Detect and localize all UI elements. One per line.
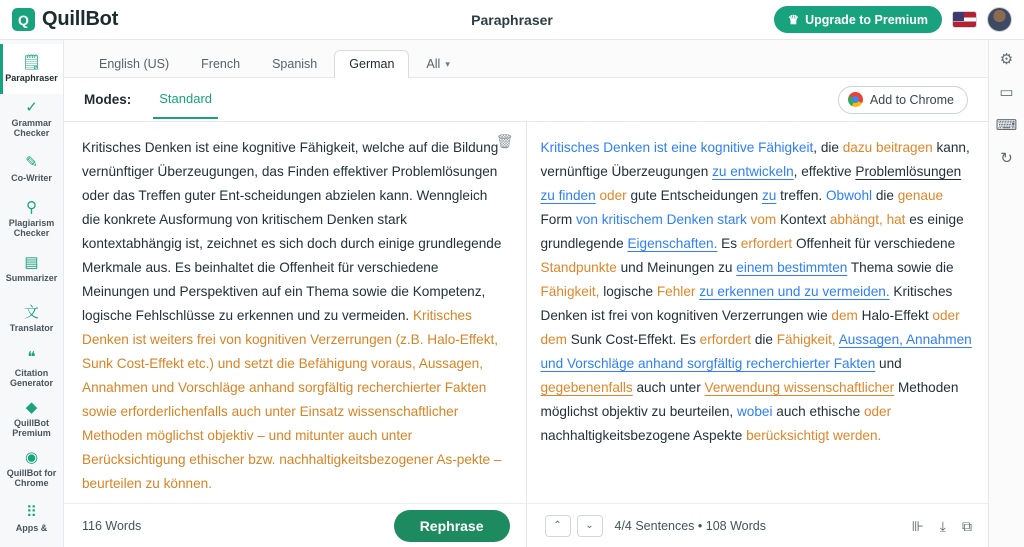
output-token: Form <box>540 212 576 227</box>
editor-panes <box>64 122 988 547</box>
output-token: Obwohl <box>825 188 873 203</box>
output-token: Thema sowie die <box>847 260 954 275</box>
sidebar-item-label: Apps & <box>15 522 48 533</box>
output-pane <box>527 122 989 547</box>
output-token: einem bestimmten <box>736 260 848 275</box>
chrome-icon: ◉ <box>24 448 39 466</box>
output-token: es einige grundlegende <box>540 212 964 251</box>
download-icon[interactable]: ⤓ <box>939 517 946 534</box>
sidebar-item-label: Summarizer <box>5 272 58 283</box>
feedback-icon[interactable]: ▭ <box>999 84 1014 101</box>
next-sentence-button[interactable]: ⌄ <box>577 515 603 537</box>
add-to-chrome-label: Add to Chrome <box>869 92 954 107</box>
output-token: logische <box>599 284 657 299</box>
compare-icon[interactable]: ⊪ <box>911 517 924 534</box>
sidebar-item-label: Citation Generator <box>9 367 53 388</box>
chrome-icon <box>848 92 863 107</box>
output-token: Kritisches Denken ist eine kognitive Fähigkeit <box>540 140 814 155</box>
output-token: Standpunkte <box>540 260 617 275</box>
sidebar-item-label: Paraphraser <box>5 72 58 83</box>
output-token: genaue <box>897 188 944 203</box>
app-body <box>0 40 1024 547</box>
output-token: , effektive <box>793 164 856 179</box>
upgrade-to-premium-button[interactable] <box>774 6 942 33</box>
output-token: oder <box>599 188 627 203</box>
output-token: gute Entscheidungen <box>626 188 762 203</box>
output-token: abhängt, hat <box>829 212 906 227</box>
output-footer <box>527 503 989 547</box>
tab-all-languages[interactable] <box>411 50 464 78</box>
output-token: oder <box>863 404 892 419</box>
input-text-area[interactable] <box>64 122 526 503</box>
sidebar-item-label: QuillBot Premium <box>12 417 51 438</box>
modes-label: Modes: <box>84 92 132 107</box>
sidebar-item-label: Grammar Checker <box>11 117 52 138</box>
premium-diamond-icon: ◆ <box>25 398 38 416</box>
sidebar-item-translator[interactable] <box>0 294 63 344</box>
output-token: berücksichtigt werden. <box>746 428 882 443</box>
output-token: kann, vernünftige Überzeugungen <box>540 140 970 179</box>
output-token: Verwendung wissenschaftlicher <box>704 380 895 395</box>
sidebar-item-apps[interactable] <box>0 494 63 544</box>
output-token: und Meinungen zu <box>616 260 737 275</box>
grammar-check-icon: ✓ <box>25 98 38 116</box>
settings-icon[interactable]: ⚙ <box>999 51 1014 68</box>
output-token: Kritisches Denken ist frei von kognitiven Verzerrungen wie <box>540 284 953 323</box>
output-token: auch unter <box>632 380 705 395</box>
output-token: die <box>872 188 898 203</box>
tab-spanish[interactable]: Spanish <box>272 57 318 71</box>
input-text-plain: Kritisches Denken ist eine kognitive Fähigkeit, welche auf die Bildung vernünftiger Überzeugungen, das Finden effektiver Problemlösungen oder das Treffen guter Ent-scheidungen abzielen kann. Wenngleich die konkrete Ausformung von kritischem Denken stark kontextabhängig ist, zeichnet es sich doch durch einige grundlegende Merkmale aus. Es beinhaltet die Offenheit für verschiedene Meinungen und Perspektiven auf ein Thema sowie die Kompetenz, logische Fehlschlüsse zu erkennen und zu vermeiden. <box>82 140 502 323</box>
translate-icon: 文 <box>23 303 39 321</box>
tab-english-us[interactable]: English (US) <box>99 57 170 71</box>
sidebar-item-label: Co-Writer <box>11 172 52 183</box>
output-token: Kontext <box>776 212 830 227</box>
output-token: vom <box>750 212 777 227</box>
output-token: , die <box>813 140 843 155</box>
output-token: zu <box>761 188 777 203</box>
output-token: dazu beitragen <box>842 140 933 155</box>
output-token: treffen. <box>776 188 826 203</box>
crown-icon: ♛ <box>787 13 800 27</box>
sidebar-item-label: Translator <box>9 322 54 333</box>
input-footer <box>64 503 526 547</box>
output-token: Sunk Cost-Effekt. Es <box>566 332 700 347</box>
top-bar-right <box>774 6 1012 33</box>
tab-french[interactable]: French <box>201 57 241 71</box>
copy-icon[interactable]: ⧉ <box>962 517 972 534</box>
output-token: nachhaltigkeitsbezogene Aspekte <box>540 428 747 443</box>
input-word-count: 116 Words <box>82 518 142 533</box>
output-token: Eigenschaften. <box>627 236 718 251</box>
delete-icon[interactable]: 🗑 <box>495 133 514 149</box>
output-token: Aussagen, Annahmen und Vorschläge anhand sorgfältig recherchierter Fakten <box>540 332 972 371</box>
top-bar <box>0 0 1024 40</box>
rephrase-button[interactable]: Rephrase <box>394 510 510 542</box>
tab-all-label: All <box>426 57 441 71</box>
output-token: und <box>875 356 902 371</box>
upgrade-label: Upgrade to Premium <box>805 12 928 27</box>
output-token: Fähigkeit, <box>776 332 836 347</box>
input-pane <box>64 122 527 547</box>
chevron-down-icon: ▾ <box>445 58 450 69</box>
sidebar-item-label: Plagiarism Checker <box>8 217 55 238</box>
sidebar-item-paraphraser[interactable] <box>0 44 63 94</box>
output-token: Methoden möglichst objektiv zu beurteilen, <box>540 380 959 419</box>
history-icon[interactable]: ↻ <box>1000 150 1013 167</box>
output-token: wobei <box>736 404 773 419</box>
output-token: oder dem <box>540 308 960 347</box>
pencil-icon: ✎ <box>25 153 38 171</box>
apps-grid-icon: ⠿ <box>26 503 37 521</box>
sidebar-item-plagiarism-checker[interactable] <box>0 194 63 244</box>
previous-sentence-button[interactable]: ⌃ <box>545 515 571 537</box>
output-stats: 4/4 Sentences • 108 Words <box>614 518 766 533</box>
brand-logo[interactable] <box>12 8 118 31</box>
sidebar-item-label: QuillBot for Chrome <box>6 467 57 488</box>
output-text-area[interactable] <box>527 122 989 503</box>
user-avatar[interactable] <box>987 7 1012 32</box>
sidebar-item-citation-generator[interactable] <box>0 344 63 394</box>
output-token: von kritischem Denken stark <box>576 212 747 227</box>
main-content <box>64 40 988 547</box>
output-token: zu entwickeln <box>712 164 794 179</box>
page-title: Paraphraser <box>471 11 553 28</box>
output-token: Fähigkeit, <box>540 284 600 299</box>
sidebar-item-grammar-checker[interactable] <box>0 94 63 144</box>
sidebar <box>0 40 64 547</box>
input-text-highlighted: Kritisches Denken ist weiters frei von kognitiven Verzerrungen (z.B. Halo-Effekt, Sunk Cost-Effekt etc.) und setzt die Befähigung voraus, Aussagen, Annahmen und Vorschläge anhand sorgfältig recherchierter Fakten sowie erforderlichenfalls auch unter Einsatz wissenschaftlicher Methoden möglichst objektiv – und mitunter auch unter Berücksichtigung ethischer bzw. nachhaltigkeitsbezogener As-pekte – beurteilen zu können. <box>82 308 502 491</box>
paraphraser-icon: 🗒 <box>21 53 42 71</box>
modes-bar <box>64 78 988 122</box>
output-token: zu finden <box>540 188 596 203</box>
output-token: Es <box>717 236 741 251</box>
output-token: Offenheit für verschiedene <box>792 236 956 251</box>
us-flag-icon[interactable] <box>952 11 977 28</box>
output-token: Problemlösungen <box>855 164 962 179</box>
keyboard-icon[interactable]: ⌨ <box>995 117 1018 134</box>
sidebar-item-quillbot-premium[interactable] <box>0 394 63 444</box>
sidebar-item-co-writer[interactable] <box>0 144 63 194</box>
output-token: auch ethische <box>772 404 864 419</box>
add-to-chrome-button[interactable] <box>838 86 968 114</box>
output-token: erfordert <box>740 236 793 251</box>
output-token: erfordert <box>699 332 752 347</box>
summarize-icon: ▤ <box>24 253 39 271</box>
magnifier-icon: ⚲ <box>26 198 37 216</box>
output-actions <box>912 519 972 533</box>
sidebar-item-quillbot-for-chrome[interactable] <box>0 444 63 494</box>
tab-german[interactable]: German <box>334 50 409 78</box>
output-token: gegebenenfalls <box>540 380 633 395</box>
output-token: Halo-Effekt <box>857 308 933 323</box>
language-tabs <box>64 40 988 78</box>
mode-standard[interactable]: Standard <box>153 80 218 119</box>
output-token: zu erkennen und zu vermeiden. <box>699 284 890 299</box>
quote-icon: ❝ <box>27 348 36 366</box>
right-rail <box>988 40 1024 547</box>
brand-name: QuillBot <box>42 8 119 30</box>
quillbot-logo-icon: Q <box>12 8 35 31</box>
output-token: Fehler <box>656 284 696 299</box>
output-token: dem <box>831 308 858 323</box>
output-token: die <box>751 332 777 347</box>
sidebar-item-summarizer[interactable] <box>0 244 63 294</box>
